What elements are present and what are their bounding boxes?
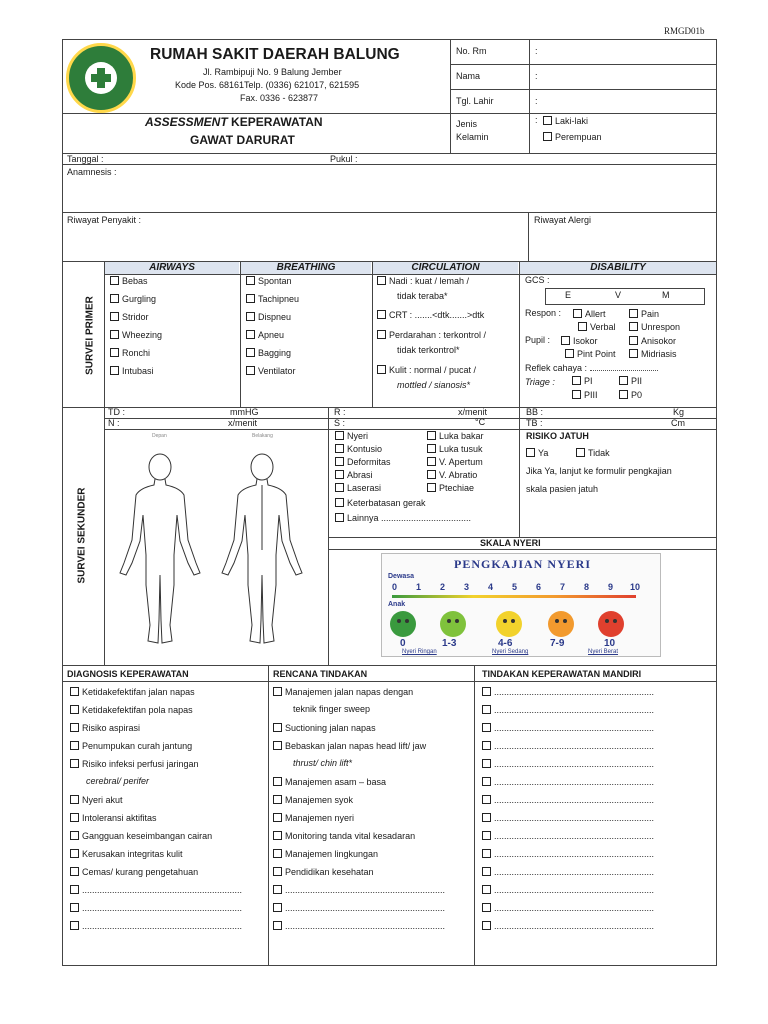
checkbox[interactable] [273, 849, 282, 858]
mandiri-item[interactable]: ................................................................ [482, 903, 654, 914]
pain-face-7-9-icon[interactable] [548, 611, 574, 637]
pi-option[interactable]: PI [572, 376, 593, 387]
mandiri-title: TINDAKAN KEPERAWATAN MANDIRI [482, 669, 642, 679]
rencana-item[interactable]: Monitoring tanda vital kesadaran [273, 831, 415, 842]
checkbox[interactable] [427, 483, 436, 492]
checkbox[interactable] [70, 741, 79, 750]
checkbox[interactable] [576, 448, 585, 457]
anamnesis-label: Anamnesis : [67, 167, 117, 177]
checkbox[interactable] [482, 903, 491, 912]
checkbox[interactable] [482, 795, 491, 804]
verbal-option[interactable]: Verbal [578, 322, 616, 333]
diagnosis-item[interactable]: Penumpukan curah jantung [70, 741, 192, 752]
tb-label: TB : [526, 418, 543, 428]
keterbatasan-item[interactable]: Keterbatasan gerak [335, 498, 426, 509]
pain-face-1-3-icon[interactable] [440, 611, 466, 637]
mandiri-item[interactable]: ................................................................ [482, 705, 654, 716]
pain-number: 2 [440, 582, 446, 592]
diagnosis-blank[interactable]: ................................................................ [70, 921, 242, 932]
breathing-item[interactable]: Apneu [246, 330, 284, 341]
checkbox[interactable] [273, 903, 282, 912]
diagnosis-item[interactable]: Cemas/ kurang pengetahuan [70, 867, 198, 878]
diagnosis-item[interactable]: Risiko aspirasi [70, 723, 140, 734]
bb-label: BB : [526, 407, 544, 417]
checkbox[interactable] [246, 312, 255, 321]
mandiri-item[interactable]: ................................................................ [482, 723, 654, 734]
survei-sekunder-label: SURVEI SEKUNDER [76, 487, 88, 584]
piii-option[interactable]: PIII [572, 390, 598, 401]
checkbox[interactable] [110, 366, 119, 375]
airways-item[interactable]: Intubasi [110, 366, 154, 377]
face-label: 1-3 [442, 638, 457, 649]
kulit-option-cont: mottled / sianosis* [397, 380, 471, 390]
midriasis-option[interactable]: Midriasis [629, 349, 677, 360]
diagnosis-item[interactable]: Intoleransi aktifitas [70, 813, 157, 824]
rencana-item[interactable]: Bebaskan jalan napas head lift/ jaw [273, 741, 426, 752]
checkbox[interactable] [561, 336, 570, 345]
respon-label: Respon : [525, 308, 562, 318]
tanggal-label: Tanggal : [67, 154, 104, 164]
pain-gradient-bar [392, 595, 636, 598]
pain-number: 8 [584, 582, 590, 592]
rencana-item[interactable]: Manajemen syok [273, 795, 353, 806]
hospital-phone: Kode Pos. 68161Telp. (0336) 621017, 621595 [175, 80, 360, 90]
rencana-item[interactable]: Manajemen jalan napas dengan [273, 687, 413, 698]
perempuan-option[interactable] [543, 132, 602, 143]
jenis-kelamin-label-2: Kelamin [456, 132, 489, 142]
diagnosis-item[interactable]: Nyeri akut [70, 795, 123, 806]
pain-number: 9 [608, 582, 614, 592]
checkbox[interactable] [273, 687, 282, 696]
mandiri-item[interactable]: ................................................................ [482, 759, 654, 770]
pukul-label: Pukul : [330, 154, 358, 164]
disability-title: DISABILITY [520, 262, 716, 274]
td-unit: mmHG [230, 407, 259, 417]
checkbox[interactable] [273, 795, 282, 804]
dewasa-label: Dewasa [388, 573, 415, 580]
checkbox[interactable] [482, 921, 491, 930]
risiko-jatuh-title: RISIKO JATUH [526, 431, 589, 441]
checkbox[interactable] [565, 349, 574, 358]
lesion-item[interactable]: Luka tusuk [427, 444, 483, 455]
checkbox[interactable] [482, 741, 491, 750]
mandiri-item[interactable]: ................................................................ [482, 849, 654, 860]
mandiri-item[interactable]: ................................................................ [482, 921, 654, 932]
checkbox[interactable] [335, 444, 344, 453]
checkbox[interactable] [70, 921, 79, 930]
checkbox[interactable] [427, 431, 436, 440]
perdarahan-option-cont: tidak terkontrol* [397, 345, 460, 355]
checkbox[interactable] [335, 513, 344, 522]
nama-label: Nama [456, 71, 481, 81]
airways-item[interactable]: Wheezing [110, 330, 162, 341]
checkbox[interactable] [482, 867, 491, 876]
pain-number: 3 [464, 582, 470, 592]
checkbox[interactable] [246, 276, 255, 285]
diagnosis-item[interactable]: Risiko infeksi perfusi jaringan [70, 759, 199, 770]
face-label: 4-6 [498, 638, 513, 649]
checkbox[interactable] [273, 921, 282, 930]
colon-jk: : [535, 115, 538, 125]
checkbox[interactable] [70, 903, 79, 912]
mandiri-item[interactable]: ................................................................ [482, 885, 654, 896]
checkbox[interactable] [482, 831, 491, 840]
rencana-blank[interactable]: ................................................................ [273, 903, 445, 914]
body-back-figure [222, 454, 302, 643]
checkbox[interactable] [335, 431, 344, 440]
checkbox[interactable] [273, 831, 282, 840]
checkbox[interactable] [619, 390, 628, 399]
p0-option[interactable]: P0 [619, 390, 642, 401]
pain-number-row [392, 582, 641, 593]
breathing-item[interactable]: Spontan [246, 276, 292, 287]
skala-nyeri-title: SKALA NYERI [480, 538, 541, 548]
checkbox[interactable] [70, 723, 79, 732]
laki-label: Laki-laki [555, 116, 589, 126]
body-diagram[interactable] [110, 445, 320, 655]
rencana-item[interactable]: Manajemen nyeri [273, 813, 354, 824]
mandiri-item[interactable]: ................................................................ [482, 777, 654, 788]
lesion-item[interactable]: Kontusio [335, 444, 382, 455]
riwayat-alergi-label: Riwayat Alergi [534, 215, 592, 225]
checkbox[interactable] [335, 498, 344, 507]
airways-title: AIRWAYS [105, 262, 239, 274]
rencana-item-cont: thrust/ chin lift* [293, 758, 353, 768]
mandiri-item[interactable]: ................................................................ [482, 813, 654, 824]
lesion-item[interactable]: V. Apertum [427, 457, 483, 468]
rencana-item[interactable]: Manajemen asam – basa [273, 777, 386, 788]
gcs-label: GCS : [525, 275, 550, 285]
pain-number: 5 [512, 582, 518, 592]
diagnosis-blank[interactable]: ................................................................ [70, 885, 242, 896]
rencana-item[interactable]: Manajemen lingkungan [273, 849, 378, 860]
risiko-note-2: skala pasien jatuh [526, 484, 599, 494]
checkbox[interactable] [629, 309, 638, 318]
checkbox[interactable] [273, 777, 282, 786]
checkbox[interactable] [482, 849, 491, 858]
checkbox[interactable] [619, 376, 628, 385]
diagnosis-blank[interactable]: ................................................................ [70, 903, 242, 914]
perempuan-label: Perempuan [555, 132, 602, 142]
jenis-kelamin-label-1: Jenis [456, 119, 478, 129]
mandiri-item[interactable]: ................................................................ [482, 795, 654, 806]
face-label: 7-9 [550, 638, 565, 649]
checkbox[interactable] [273, 813, 282, 822]
pain-number: 6 [536, 582, 542, 592]
checkbox[interactable] [70, 813, 79, 822]
hospital-fax: Fax. 0336 - 623877 [240, 93, 319, 103]
no-rm-label: No. Rm [456, 46, 487, 56]
airways-item[interactable]: Bebas [110, 276, 148, 287]
pain-number: 10 [630, 582, 641, 592]
checkbox[interactable] [110, 276, 119, 285]
airways-item[interactable]: Gurgling [110, 294, 156, 305]
diagnosis-item[interactable]: Ketidakefektifan pola napas [70, 705, 193, 716]
checkbox[interactable] [70, 687, 79, 696]
diagnosis-title: DIAGNOSIS KEPERAWATAN [67, 669, 189, 679]
kulit-option[interactable]: Kulit : normal / pucat / [377, 365, 476, 376]
pain-option[interactable]: Pain [629, 309, 659, 320]
triage-label: Triage : [525, 377, 555, 387]
mandiri-item[interactable]: ................................................................ [482, 687, 654, 698]
rencana-title: RENCANA TINDAKAN [273, 669, 368, 679]
lesion-item[interactable]: Laserasi [335, 483, 381, 494]
anisokor-option[interactable]: Anisokor [629, 336, 676, 347]
checkbox[interactable] [246, 348, 255, 357]
laki-checkbox[interactable] [543, 116, 552, 125]
pain-level-label: Nyeri Berat [588, 649, 619, 655]
checkbox[interactable] [573, 309, 582, 318]
checkbox[interactable] [572, 376, 581, 385]
checkbox[interactable] [629, 322, 638, 331]
reflek-label: Reflek cahaya : [525, 364, 658, 374]
n-label: N : [108, 418, 120, 428]
checkbox[interactable] [482, 705, 491, 714]
pain-scale-title: PENGKAJIAN NYERI [454, 557, 592, 571]
r-label: R : [334, 407, 346, 417]
checkbox[interactable] [246, 330, 255, 339]
checkbox[interactable] [427, 457, 436, 466]
hospital-address: Jl. Rambipuji No. 9 Balung Jember [203, 67, 342, 77]
survei-primer-label: SURVEI PRIMER [84, 296, 96, 375]
hospital-logo [66, 43, 136, 113]
checkbox[interactable] [110, 312, 119, 321]
checkbox[interactable] [70, 759, 79, 768]
checkbox[interactable] [246, 366, 255, 375]
crt-option[interactable]: CRT : .......<dtk.......>dtk [377, 310, 484, 321]
checkbox[interactable] [273, 867, 282, 876]
lesion-item[interactable]: Abrasi [335, 470, 373, 481]
risiko-note-1: Jika Ya, lanjut ke formulir pengkajian [526, 466, 672, 476]
checkbox[interactable] [70, 867, 79, 876]
pint-point-option[interactable]: Pint Point [565, 349, 616, 360]
pain-number: 7 [560, 582, 566, 592]
nama-field[interactable]: : [535, 71, 538, 81]
pupil-label: Pupil : [525, 335, 551, 345]
rencana-item[interactable]: Suctioning jalan napas [273, 723, 376, 734]
r-unit: x/menit [458, 407, 488, 417]
form-title-line1: ASSESSMENT KEPERAWATAN [145, 115, 323, 129]
lesion-item[interactable]: Ptechiae [427, 483, 474, 494]
form-title-line2: GAWAT DARURAT [190, 133, 295, 147]
breathing-item[interactable]: Tachipneu [246, 294, 299, 305]
checkbox[interactable] [110, 330, 119, 339]
face-label: 10 [604, 638, 616, 649]
no-rm-field[interactable]: : [535, 46, 538, 56]
checkbox[interactable] [377, 365, 386, 374]
checkbox[interactable] [110, 294, 119, 303]
pain-scale [381, 553, 661, 657]
body-front-figure [120, 454, 200, 643]
body-back-label: Belakang [252, 433, 273, 439]
checkbox[interactable] [273, 885, 282, 894]
tb-unit: Cm [671, 418, 685, 428]
checkbox[interactable] [629, 349, 638, 358]
checkbox[interactable] [377, 276, 386, 285]
lesion-item[interactable]: Luka bakar [427, 431, 484, 442]
n-unit: x/menit [228, 418, 258, 428]
form-code: RMGD01b [664, 26, 705, 36]
checkbox[interactable] [110, 348, 119, 357]
rencana-blank[interactable]: ................................................................ [273, 921, 445, 932]
breathing-item[interactable]: Ventilator [246, 366, 296, 377]
checkbox[interactable] [482, 813, 491, 822]
pain-level-label: Nyeri Sedang [492, 649, 529, 655]
pain-number: 0 [392, 582, 398, 592]
diagnosis-item[interactable]: Gangguan keseimbangan cairan [70, 831, 212, 842]
checkbox[interactable] [526, 448, 535, 457]
checkbox[interactable] [335, 483, 344, 492]
checkbox[interactable] [482, 885, 491, 894]
ya-option[interactable]: Ya [526, 448, 548, 459]
tidak-option[interactable]: Tidak [576, 448, 610, 459]
rencana-item[interactable]: Pendidikan kesehatan [273, 867, 374, 878]
checkbox[interactable] [572, 390, 581, 399]
nadi-option-cont: tidak teraba* [397, 291, 448, 301]
body-front-label: Depan [152, 433, 167, 439]
lesion-item[interactable]: Nyeri [335, 431, 368, 442]
checkbox[interactable] [629, 336, 638, 345]
pain-level-label: Nyeri Ringan [402, 649, 437, 655]
s-label: S : [334, 418, 346, 428]
mandiri-item[interactable]: ................................................................ [482, 741, 654, 752]
diagnosis-item[interactable]: Ketidakefektifan jalan napas [70, 687, 195, 698]
hospital-name: RUMAH SAKIT DAERAH BALUNG [150, 46, 400, 63]
laki-option[interactable] [543, 116, 588, 127]
disability-panel [525, 276, 715, 406]
pii-option[interactable]: PII [619, 376, 642, 387]
isokor-option[interactable]: Isokor [561, 336, 598, 347]
checkbox[interactable] [70, 885, 79, 894]
face-label: 0 [400, 638, 406, 649]
circulation-title: CIRCULATION [373, 262, 518, 274]
breathing-item[interactable]: Dispneu [246, 312, 291, 323]
bb-unit: Kg [673, 407, 685, 417]
checkbox[interactable] [578, 322, 587, 331]
lesion-item[interactable]: Deformitas [335, 457, 391, 468]
gcs-m: M [662, 290, 670, 300]
unrespon-option[interactable]: Unrespon [629, 322, 680, 333]
rencana-blank[interactable]: ................................................................ [273, 885, 445, 896]
checkbox[interactable] [377, 310, 386, 319]
checkbox[interactable] [273, 723, 282, 732]
checkbox[interactable] [335, 470, 344, 479]
airways-item[interactable]: Stridor [110, 312, 149, 323]
mandiri-item[interactable]: ................................................................ [482, 831, 654, 842]
anak-label: Anak [388, 601, 406, 608]
mandiri-item[interactable]: ................................................................ [482, 867, 654, 878]
checkbox[interactable] [273, 741, 282, 750]
checkbox[interactable] [246, 294, 255, 303]
checkbox[interactable] [377, 330, 386, 339]
checkbox[interactable] [482, 777, 491, 786]
nadi-option[interactable]: Nadi : kuat / lemah / [377, 276, 469, 287]
td-label: TD : [108, 407, 125, 417]
gcs-v: V [615, 290, 622, 300]
diagnosis-item-cont: cerebral/ perifer [86, 776, 150, 786]
diagnosis-item[interactable]: Kerusakan integritas kulit [70, 849, 183, 860]
pain-number: 4 [488, 582, 494, 592]
perempuan-checkbox[interactable] [543, 132, 552, 141]
checkbox[interactable] [427, 470, 436, 479]
rencana-item-cont: teknik finger sweep [293, 704, 371, 714]
airways-item[interactable]: Ronchi [110, 348, 150, 359]
riwayat-penyakit-label: Riwayat Penyakit : [67, 215, 142, 225]
breathing-item[interactable]: Bagging [246, 348, 291, 359]
lesion-item[interactable]: V. Abratio [427, 470, 477, 481]
allert-option[interactable]: Allert [573, 309, 606, 320]
checkbox[interactable] [70, 795, 79, 804]
s-unit: °C [475, 417, 486, 427]
checkbox[interactable] [70, 705, 79, 714]
pain-face-0-icon[interactable] [390, 611, 416, 637]
pain-face-10-icon[interactable] [598, 611, 624, 637]
tgl-lahir-field[interactable]: : [535, 96, 538, 106]
tgl-lahir-label: Tgl. Lahir [456, 96, 494, 106]
checkbox[interactable] [335, 457, 344, 466]
breathing-title: BREATHING [241, 262, 371, 274]
checkbox[interactable] [70, 849, 79, 858]
lainnya-item[interactable]: Lainnya .................................... [335, 513, 471, 524]
checkbox[interactable] [482, 687, 491, 696]
pain-number: 1 [416, 582, 422, 592]
perdarahan-option[interactable]: Perdarahan : terkontrol / [377, 330, 486, 341]
gcs-e: E [565, 290, 572, 300]
pain-face-4-6-icon[interactable] [496, 611, 522, 637]
checkbox[interactable] [70, 831, 79, 840]
checkbox[interactable] [427, 444, 436, 453]
checkbox[interactable] [482, 723, 491, 732]
checkbox[interactable] [482, 759, 491, 768]
